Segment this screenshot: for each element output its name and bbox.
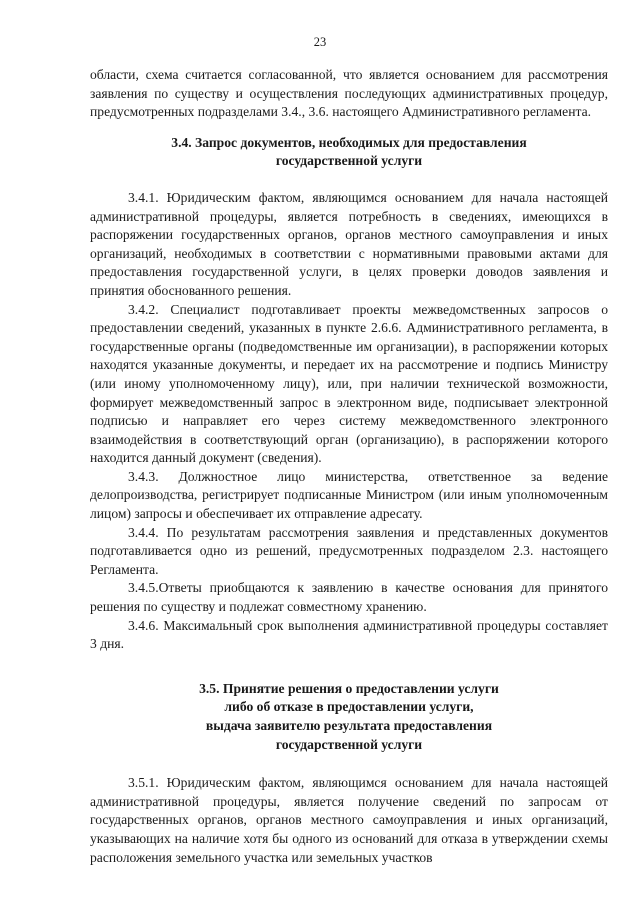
document-body <box>90 66 608 867</box>
paragraph-3-4-1: 3.4.1. Юридическим фактом, являющимся основанием для начала настоящей административной процедуры, является потребность в сведениях, имеющихся в распоряжении государственных органов, органов местного самоуправления и иных организаций, необходимых в соответствии с нормативными правовыми актами для предоставления государственной услуги, в целях проверки доводов заявления и принятия обоснованного решения. <box>90 189 608 298</box>
paragraph-3-4-3: 3.4.3. Должностное лицо министерства, ответственное за ведение делопроизводства, регистрирует подписанные Министром (или иным уполномоченным лицом) запросы и обеспечивает их отправление адресату. <box>90 468 608 522</box>
section-3-5-heading-line: либо об отказе в предоставлении услуги, <box>224 699 474 715</box>
section-3-5-heading-line: 3.5. Принятие решения о предоставлении услуги <box>199 680 499 696</box>
section-3-4-heading-line: государственной услуги <box>275 153 423 169</box>
paragraph-3-4-2: 3.4.2. Специалист подготавливает проекты межведомственных запросов о предоставлении сведений, указанных в пункте 2.6.6. Административного регламента, в государственные органы (подведомственные им организации), в распоряжении которых находятся указанные документы, и передает их на рассмотрение и подпись Министру (или иному уполномоченному лицу), или, при наличии технической возможности, формирует межведомственный запрос в электронном виде, подписывает электронной подписью и направляет его через систему межведомственного электронного взаимодействия в соответствующий орган (организацию), в распоряжении которого находится данный документ (сведения). <box>90 301 608 466</box>
page-number: 23 <box>313 35 327 49</box>
section-3-5-heading-line: государственной услуги <box>275 736 423 752</box>
section-3-5-heading-line: выдача заявителю результата предоставления <box>205 718 493 733</box>
paragraph-3-4-6: 3.4.6. Максимальный срок выполнения административной процедуры составляет 3 дня. <box>90 617 608 652</box>
paragraph-3-5-1: 3.5.1. Юридическим фактом, являющимся основанием для начала настоящей административной процедуры, является получение сведений по запросам от государственных органов, органов местного самоуправления и иных организаций, указывающих на наличие хотя бы одного из оснований для отказа в утверждении схемы расположения земельного участка или земельных участков <box>90 775 608 865</box>
paragraph-3-4-5: 3.4.5.Ответы приобщаются к заявлению в качестве основания для принятого решения по существу и подлежат совместному хранению. <box>90 580 608 615</box>
paragraph-3-4-4: 3.4.4. По результатам рассмотрения заявления и представленных документов подготавливается одно из решений, предусмотренных подразделом 2.3. настоящего Регламента. <box>90 524 608 577</box>
intro-paragraph: области, схема считается согласованной, что является основанием для рассмотрения заявления по существу и осуществления последующих административных процедур, предусмотренных подразделами 3.4., 3.6. настоящего Административного регламента. <box>90 67 608 120</box>
section-3-4-heading <box>90 134 608 171</box>
section-3-4-heading-line: 3.4. Запрос документов, необходимых для предоставления <box>171 134 527 150</box>
section-3-5-heading <box>90 680 608 754</box>
